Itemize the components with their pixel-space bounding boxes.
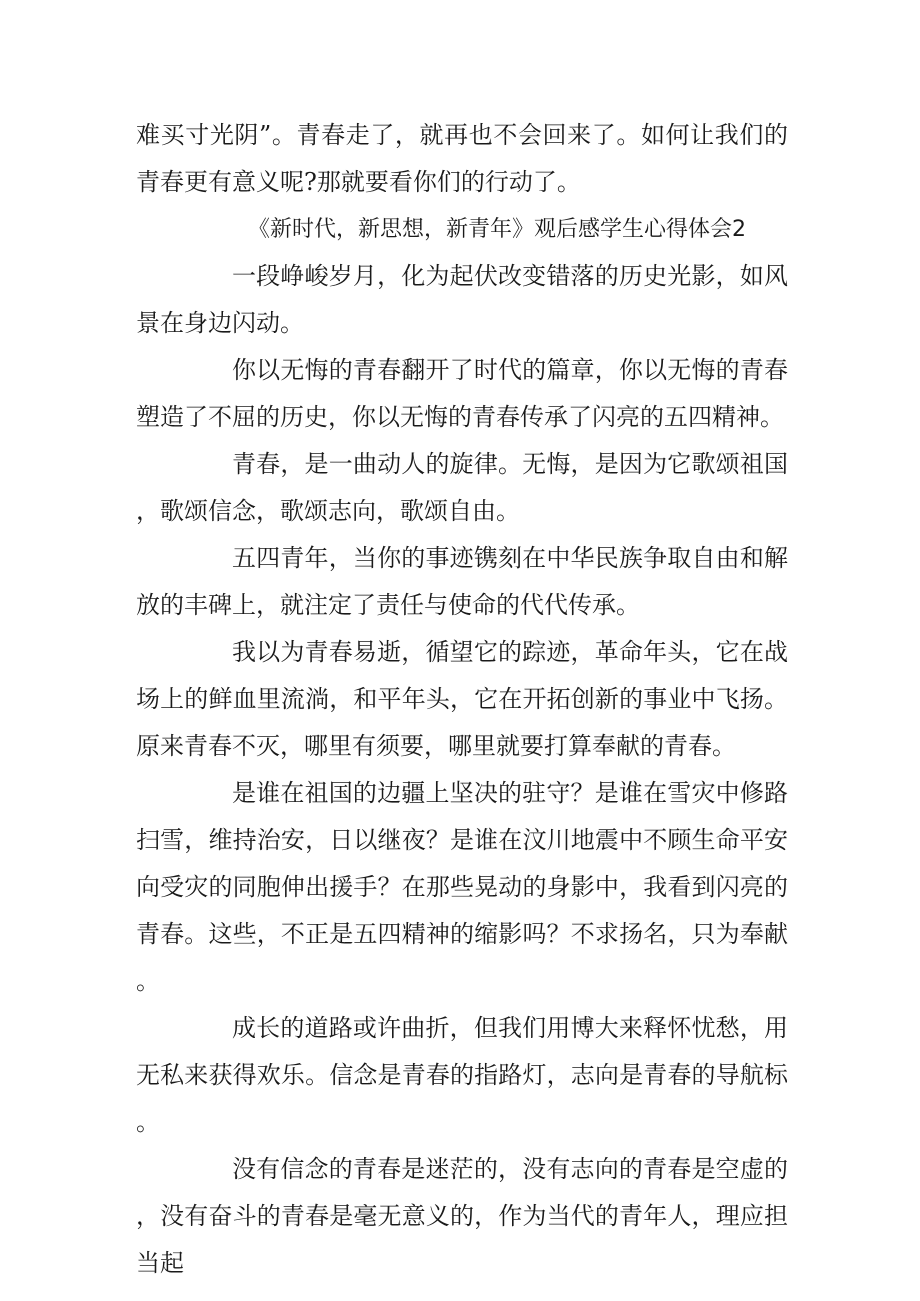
section-title: 《新时代，新思想，新青年》观后感学生心得体会2 <box>248 217 746 242</box>
body-paragraph: 是谁在祖国的边疆上坚决的驻守？是谁在雪灾中修路扫雪，维持治安，日以继夜？是谁在汶川地震中不顾生命平安向受灾的同胞伸出援手？在那些晃动的身影中，我看到闪亮的青春。这些，不正是五四精神的缩影吗？不求扬名，只为奉献。 <box>136 779 788 995</box>
body-paragraph: 一段峥峻岁月，化为起伏改变错落的历史光影，如风景在身边闪动。 <box>136 262 788 337</box>
document-body <box>136 112 788 1287</box>
continuation-paragraph: 难买寸光阴”。青春走了，就再也不会回来了。如何让我们的青春更有意义呢?那就要看你们的行动了。 <box>136 121 788 196</box>
body-paragraph: 我以为青春易逝，循望它的踪迹，革命年头，它在战场上的鲜血里流淌，和平年头，它在开拓创新的事业中飞扬。原来青春不灭，哪里有须要，哪里就要打算奉献的青春。 <box>136 638 788 760</box>
body-paragraph: 青春，是一曲动人的旋律。无悔，是因为它歌颂祖国，歌颂信念，歌颂志向，歌颂自由。 <box>136 450 788 525</box>
body-paragraph: 你以无悔的青春翻开了时代的篇章，你以无悔的青春塑造了不屈的历史，你以无悔的青春传承了闪亮的五四精神。 <box>136 356 788 431</box>
body-paragraph: 五四青年，当你的事迹镌刻在中华民族争取自由和解放的丰碑上，就注定了责任与使命的代代传承。 <box>136 544 788 619</box>
body-paragraph: 成长的道路或许曲折，但我们用博大来释怀忧愁，用无私来获得欢乐。信念是青春的指路灯，志向是青春的导航标。 <box>136 1014 788 1136</box>
body-paragraph: 没有信念的青春是迷茫的，没有志向的青春是空虚的，没有奋斗的青春是毫无意义的，作为当代的青年人，理应担当起 <box>136 1155 788 1277</box>
